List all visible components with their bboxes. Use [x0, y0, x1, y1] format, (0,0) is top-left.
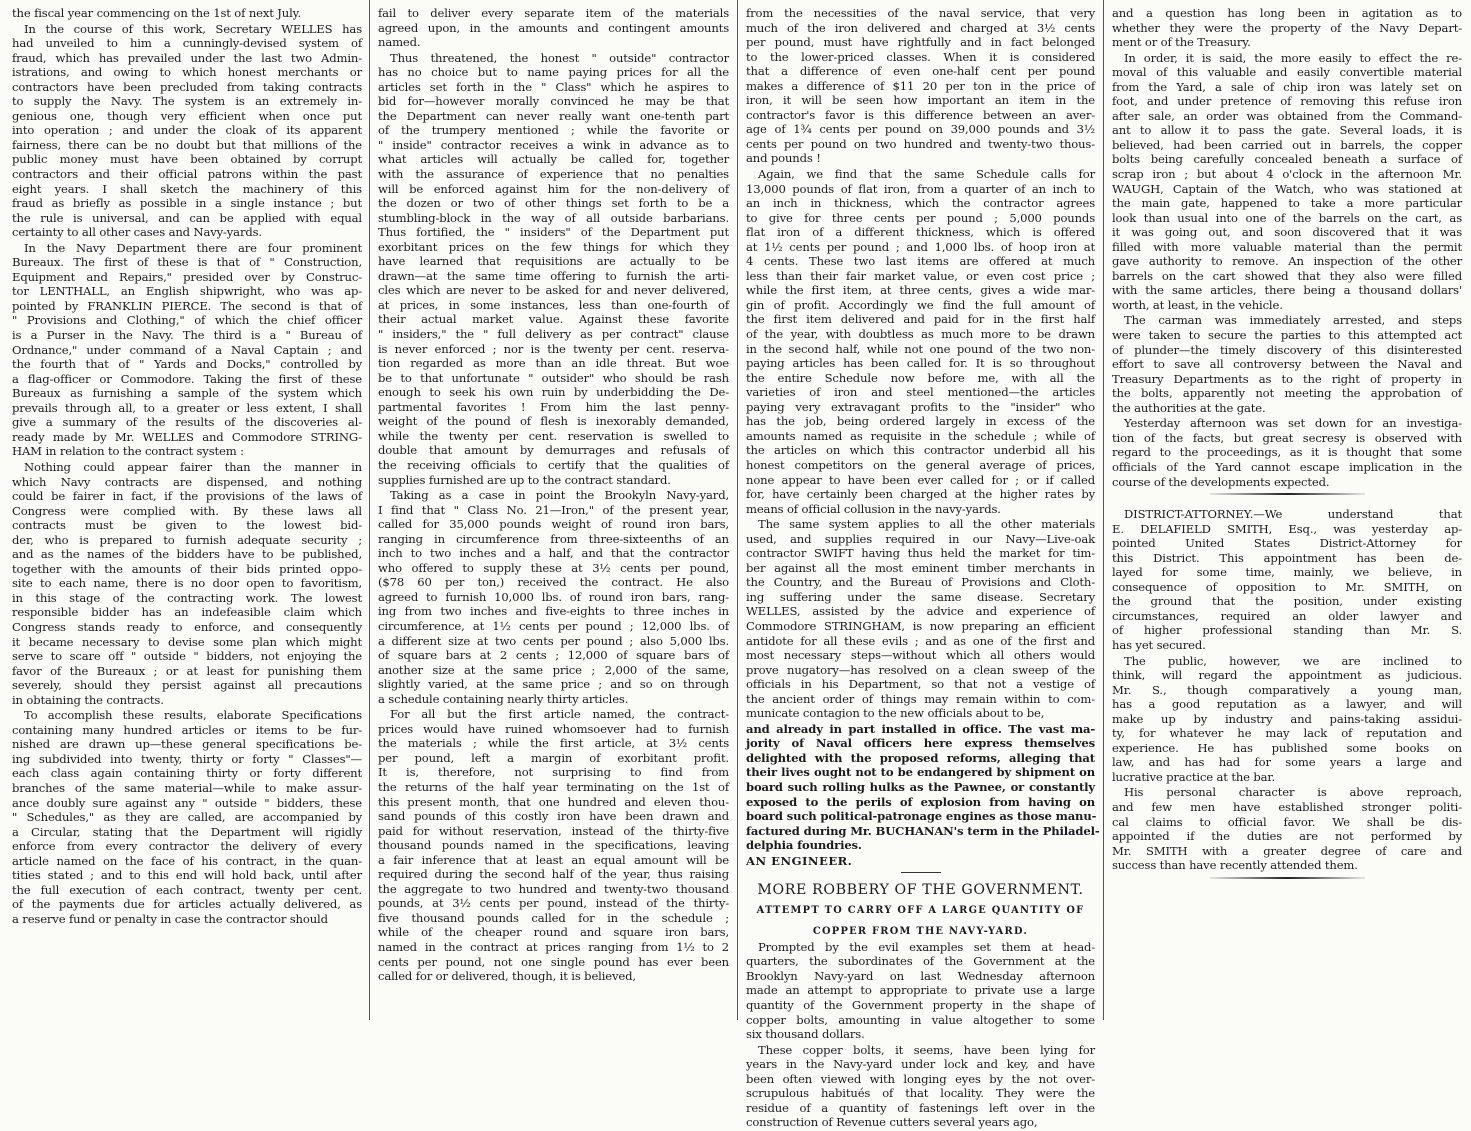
- text-line: board such political-patronage engines as those manu-: [746, 809, 1097, 824]
- text-line: HAM in relation to the contract system :: [12, 444, 244, 459]
- text-line: flat iron of a different thickness, which is offered: [746, 225, 1095, 240]
- paragraph: [1112, 6, 1462, 50]
- text-line: the aggregate to two hundred and twenty-two thousand: [378, 881, 729, 896]
- text-line: delighted with the proposed reforms, alleging that: [746, 750, 1095, 765]
- text-line: the materials ; while the first article, at 3½ cents: [378, 736, 729, 751]
- text-line: partmental favorites ! From him the last penny-: [378, 399, 729, 414]
- text-line: His personal character is above reproach,: [1124, 785, 1462, 800]
- text-line: a flag-officer or Commodore. Taking the first of these: [12, 371, 362, 386]
- text-line: the fourth that of " Yards and Docks," controlled by: [12, 357, 362, 372]
- text-line: cal claims to official favor. We shall be dis-: [1112, 814, 1462, 829]
- text-line: quarters, the subordinates of the Government at the: [746, 954, 1095, 969]
- text-line: supplies furnished are up to the contract standard.: [378, 472, 671, 487]
- text-line: tor LENTHALL, an English shipwright, who was ap-: [12, 284, 362, 299]
- text-line: tities stated ; and to this end will hold back, until after: [12, 868, 362, 883]
- text-line: look than usual into one of the barrels on the cart, as: [1112, 210, 1462, 225]
- text-line: Prompted by the evil examples set them at head-: [758, 939, 1095, 954]
- text-line: from the Yard, a sale of chip iron was lately set on: [1112, 79, 1462, 94]
- text-line: per pound, must have rightfully and in fact belonged: [746, 35, 1095, 50]
- text-line: der, who is prepared to furnish adequate security ;: [12, 532, 362, 547]
- text-line: quantity of the Government property in the shape of: [746, 998, 1095, 1012]
- text-line: with the assurance of experience that no penalties: [378, 167, 729, 182]
- text-line: of the payments due for articles actually delivered, as: [12, 897, 362, 912]
- article-subhead: ATTEMPT TO CARRY OFF A LARGE QUANTITY OF: [756, 904, 1085, 916]
- text-line: pointed United States District-Attorney for: [1112, 536, 1462, 551]
- text-line: ber against all the most eminent timber merchants in: [746, 560, 1095, 575]
- text-line: officials in his Department, so that not a vestige of: [746, 677, 1095, 692]
- text-line: none appear to have been ever called for ; or if called: [746, 472, 1095, 487]
- text-line: a fair inference that at least an equal amount will be: [378, 852, 729, 867]
- text-line: the fiscal year commencing on the 1st of next July.: [12, 6, 302, 20]
- text-line: and pounds !: [746, 151, 821, 166]
- text-line: honest competitors on the general average of prices,: [746, 457, 1095, 472]
- text-line: together with the amounts of their bids printed oppo-: [12, 561, 362, 576]
- text-line: the first item delivered and paid for in the first half: [746, 312, 1095, 327]
- column-4: [1112, 6, 1462, 891]
- text-line: after sale, an order was obtained from the Command-: [1112, 108, 1462, 123]
- text-line: had unveiled to him a cunningly-devised system of: [12, 36, 362, 51]
- text-line: required during the second half of the year, thus raising: [378, 867, 729, 882]
- text-line: stumbling-block in the way of all outside barbarians.: [378, 210, 729, 225]
- text-line: their actual market value. Against these favorite: [378, 312, 729, 327]
- text-line: effort to save all controversy between the Naval and: [1112, 357, 1462, 372]
- text-line: fraud, which has prevailed under the last two Admin-: [12, 50, 362, 65]
- paragraph: [1112, 507, 1462, 652]
- text-line: " inside" contractor receives a wink in advance as to: [378, 137, 729, 152]
- text-line: of the trumpery mentioned ; while the favorite or: [378, 123, 729, 138]
- text-line: " Provisions and Clothing," of which the chief officer: [12, 313, 362, 328]
- paragraph: [1112, 313, 1462, 415]
- paragraph: [12, 241, 362, 459]
- text-line: contractors have been precluded from taking contracts: [12, 79, 362, 94]
- text-line: six thousand dollars.: [746, 1027, 865, 1042]
- text-line: years in the Navy-yard under lock and key, and have: [746, 1057, 1095, 1072]
- text-line: Commodore STRINGHAM, is now preparing an efficient: [746, 618, 1095, 633]
- text-line: eight years. I shall sketch the machinery of this: [12, 181, 362, 196]
- text-line: be to that unfortunate " outsider" who should be rash: [378, 370, 729, 385]
- text-line: were taken to secure the parties to this attempted act: [1112, 328, 1462, 343]
- text-line: has a good reputation as a lawyer, and will: [1112, 697, 1462, 712]
- text-line: Bureaux. The first of these is that of " Construction,: [12, 255, 362, 270]
- text-line: fairness, there can be no doubt but that millions of the: [12, 137, 362, 152]
- paragraph: [378, 488, 729, 706]
- text-line: called for or delivered, though, it is believed,: [378, 969, 636, 984]
- text-line: of square bars at 2 cents ; 12,000 of square bars of: [378, 648, 729, 663]
- text-line: of the year, with doubtless as much more to be drawn: [746, 327, 1095, 342]
- text-line: experience. He has published some books on: [1112, 740, 1462, 755]
- text-line: their lives ought not to be endangered by shipment on: [746, 765, 1095, 780]
- text-line: the full execution of each contract, twenty per cent.: [12, 882, 362, 897]
- text-line: contractor's favor is this difference between an aver-: [746, 107, 1095, 122]
- paragraph: [746, 517, 1095, 721]
- text-line: of plunder—the timely discovery of this disinterested: [1112, 342, 1462, 357]
- text-line: been often viewed with longing eyes by the not over-: [746, 1071, 1095, 1086]
- text-line: ment or of the Treasury.: [1112, 35, 1251, 50]
- text-line: It is, therefore, not surprising to find from: [378, 765, 729, 780]
- text-line: paying articles has been called for. It is so throughout: [746, 356, 1095, 371]
- text-line: Ordnance," under command of a Naval Captain ; and: [12, 342, 362, 357]
- paragraph: [746, 1043, 1095, 1130]
- text-line: paid for without reservation, instead of the thirty-five: [378, 823, 729, 838]
- text-line: The same system applies to all the other materials: [758, 517, 1095, 532]
- text-line: five thousand pounds called for in the schedule ;: [378, 910, 729, 925]
- text-line: Congress were complied with. By these laws all: [12, 503, 362, 518]
- text-line: filled with more valuable material than the permit: [1112, 239, 1462, 254]
- text-line: WAUGH, Captain of the Watch, who was stationed at: [1112, 181, 1462, 196]
- text-line: nished are drawn up—these general specifications be-: [12, 737, 362, 752]
- text-line: this present month, that one hundred and eleven thou-: [378, 794, 729, 809]
- text-line: that a difference of even one-half cent per pound: [746, 64, 1095, 79]
- text-line: exorbitant prices on the few things for which they: [378, 239, 729, 254]
- text-line: For all but the first article named, the contract-: [390, 707, 729, 722]
- text-line: bolts being carefully concealed beneath a surface of: [1112, 152, 1462, 167]
- text-line: in obtaining the contracts.: [12, 692, 164, 707]
- text-line: law, and has had for some years a large and: [1112, 755, 1462, 770]
- text-line: ing subdivided into twenty, thirty or forty " Classes"—: [12, 751, 362, 766]
- text-line: paying very extravagant profits to the "insider" who: [746, 399, 1095, 414]
- text-line: prove nugatory—has resolved on a clean sweep of the: [746, 662, 1095, 677]
- text-line: per pound, left a margin of exorbitant profit.: [378, 750, 729, 765]
- divider: [1210, 877, 1365, 879]
- text-line: to supply the Navy. The system is an extremely in-: [12, 94, 362, 109]
- text-line: Taking as a case in point the Brookyln Navy-yard,: [390, 488, 729, 503]
- text-line: has the job, being ordered largely in excess of the: [746, 414, 1095, 429]
- text-line: agreed to furnish 10,000 lbs. of round iron bars, rang-: [378, 589, 729, 604]
- text-line: inch to two inches and a half, and that the contractor: [378, 546, 729, 561]
- text-line: what articles will actually be called for, together: [378, 152, 729, 167]
- text-line: iron, it will be seen how important an item in the: [746, 93, 1095, 108]
- text-line: less than their fair market value, or even cost price ;: [746, 268, 1095, 283]
- text-line: weight of the pound of flesh is inexorably demanded,: [378, 414, 729, 429]
- text-line: construction of Revenue cutters several years ago,: [746, 1115, 1038, 1130]
- text-line: could be fairer in fact, if the provisions of the laws of: [12, 489, 362, 504]
- text-line: Mr. S., though comparatively a young man,: [1112, 682, 1462, 697]
- text-line: In order, it is said, the more easily to effect the re-: [1124, 50, 1462, 65]
- text-line: in the second half, while not one pound of the two non-: [746, 341, 1095, 356]
- text-line: contracts must be given to the lowest bid-: [12, 518, 362, 533]
- text-line: think, will regard the appointment as judicious.: [1112, 668, 1462, 683]
- text-line: tion of the facts, but great secresy is observed with: [1112, 430, 1462, 445]
- paragraph: [746, 6, 1095, 166]
- text-line: ance doubly sure against any " outside " bidders, these: [12, 795, 362, 810]
- text-line: from the necessities of the naval service, that very: [746, 6, 1095, 20]
- text-line: responsible bidder has an indefeasible claim which: [12, 605, 362, 620]
- text-line: These copper bolts, it seems, have been lying for: [758, 1042, 1095, 1057]
- text-line: gave authority to remove. An inspection of the other: [1112, 254, 1462, 269]
- paragraph: [746, 721, 1100, 853]
- text-line: public money must have been obtained by corrupt: [12, 152, 362, 167]
- paragraph: [378, 707, 729, 983]
- text-line: of higher professional standing than Mr. S.: [1112, 623, 1462, 638]
- text-line: prices would have ruined whomsoever had to furnish: [378, 721, 729, 736]
- text-line: age of 1¾ cents per pound on 39,000 pounds and 3½: [746, 122, 1095, 137]
- text-line: most necessary steps—without which all others would: [746, 648, 1095, 663]
- paragraph: [1112, 416, 1462, 489]
- text-line: called for 35,000 pounds weight of round iron bars,: [378, 517, 729, 532]
- text-line: named.: [378, 35, 421, 50]
- text-line: copper bolts, amounting in value altogether to some: [746, 1012, 1095, 1027]
- text-line: believed, had been carried out in barrels, the copper: [1112, 137, 1462, 152]
- text-line: the ground that the position, under existing: [1112, 594, 1462, 609]
- text-line: the Department can never really want one-tenth part: [378, 108, 729, 123]
- text-line: gin of profit. Accordingly we find the full amount of: [746, 297, 1095, 312]
- text-line: with the same articles, there being a thousand dollars': [1112, 283, 1462, 298]
- text-line: whether they were the property of the Navy Depart-: [1112, 20, 1462, 35]
- text-line: a schedule containing nearly thirty articles.: [378, 691, 629, 706]
- text-line: who offered to supply these at 3½ cents per pound,: [378, 560, 729, 575]
- text-line: the dozen or two of other things set forth to be a: [378, 196, 729, 211]
- text-line: I find that " Class No. 21—Iron," of the present year,: [378, 502, 729, 517]
- text-line: give a summary of the results of the discoveries al-: [12, 415, 362, 430]
- text-line: and a question has long been in agitation as to: [1112, 6, 1462, 20]
- text-line: circumstances, required an older lawyer and: [1112, 608, 1462, 623]
- paragraph: [1112, 654, 1462, 785]
- text-line: The public, however, we are inclined to: [1124, 653, 1462, 668]
- text-line: WELLES, assisted by the advice and experience of: [746, 604, 1095, 619]
- text-line: a reserve fund or penalty in case the contractor should: [12, 911, 328, 926]
- text-line: the receiving officials to certify that the qualities of: [378, 457, 729, 472]
- text-line: Thus fortified, the " insiders" of the Department put: [378, 225, 729, 240]
- text-line: Brooklyn Navy-yard on last Wednesday afternoon: [746, 968, 1095, 983]
- text-line: make up by industry and pains-taking assidui-: [1112, 711, 1462, 726]
- text-line: branches of the same material—while to make assur-: [12, 780, 362, 795]
- text-line: it was going out, and soon discovered that it was: [1112, 225, 1462, 240]
- text-line: the entire Schedule now before me, with all the: [746, 370, 1095, 385]
- text-line: prevails through all, to a greater or less extent, I shall: [12, 400, 362, 415]
- text-line: agreed upon, in the amounts and contingent amounts: [378, 20, 729, 35]
- text-line: have learned that requisitions are actually to be: [378, 254, 729, 269]
- text-line: thousand pounds named in the specifications, leaving: [378, 838, 729, 853]
- text-line: means of official collusion in the navy-yards.: [746, 501, 1001, 516]
- text-line: istrations, and owing to which honest merchants or: [12, 65, 362, 80]
- text-line: is a Purser in the Navy. The third is a " Bureau of: [12, 328, 362, 343]
- text-line: the authorities at the gate.: [1112, 400, 1266, 415]
- paragraph: [378, 6, 729, 50]
- text-line: certainty to all other cases and Navy-yards.: [12, 225, 262, 240]
- text-line: while the first item, at three cents, gives a wide mar-: [746, 283, 1095, 298]
- text-line: cents per pound, not one single pound has ever been: [378, 954, 729, 969]
- text-line: fail to deliver every separate item of the materials: [378, 6, 729, 20]
- text-line: to the lower-priced classes. When it is considered: [746, 49, 1095, 64]
- text-line: " Schedules," as they are called, are accompanied by: [12, 810, 362, 825]
- text-line: article named on the face of his contract, in the quan-: [12, 853, 362, 868]
- text-line: the ancient order of things may remain within to com-: [746, 691, 1095, 706]
- text-line: into operation ; and under the cloak of its apparent: [12, 123, 362, 138]
- text-line: tion regarded as more than an idle threat. But woe: [378, 356, 729, 371]
- text-line: foot, and under pretence of removing this refuse iron: [1112, 94, 1462, 109]
- text-line: and as the names of the bidders have to be published,: [12, 547, 362, 562]
- text-line: the bolts, apparently not meeting the approbation of: [1112, 386, 1462, 401]
- text-line: site to each name, there is no door open to favoritism,: [12, 576, 362, 591]
- text-line: consequence of opposition to Mr. SMITH, on: [1112, 579, 1462, 594]
- text-line: ing from two inches and five-eights to three inches in: [378, 604, 729, 619]
- text-line: scrap iron ; but about 4 o'clock in the afternoon Mr.: [1112, 167, 1462, 182]
- text-line: is never enforced ; nor is the twenty per cent. reserva-: [378, 341, 729, 356]
- text-line: Treasury Departments as to the right of property in: [1112, 371, 1462, 386]
- text-line: amounts named as requisite in the schedule ; while of: [746, 428, 1095, 443]
- text-line: and few men have established stronger politi-: [1112, 799, 1462, 814]
- text-line: ing suffering under the same disease. Secretary: [746, 589, 1095, 604]
- paragraph: [378, 51, 729, 487]
- column-rule: [1103, 0, 1104, 1020]
- text-line: the rule is universal, and can be applied with equal: [12, 210, 362, 225]
- text-line: the main gate, happened to take a more particular: [1112, 196, 1462, 211]
- text-line: the articles on which this contractor underbid all his: [746, 443, 1095, 458]
- paragraph: [12, 6, 362, 21]
- paragraph: [746, 940, 1095, 1042]
- text-line: drawn—at the same time offering to furnish the arti-: [378, 268, 729, 283]
- text-line: Thus threatened, the honest " outside" contractor: [390, 50, 729, 65]
- text-line: favor of the Bureaux ; or at least for punishing them: [12, 663, 362, 678]
- text-line: each class again containing thirty or forty different: [12, 766, 362, 781]
- text-line: will be enforced against him for the non-delivery of: [378, 181, 729, 196]
- text-line: while the twenty per cent. reservation is swelled to: [378, 428, 729, 443]
- text-line: board such rolling hulks as the Pawnee, or constantly: [746, 779, 1095, 794]
- text-line: barrels on the cart showed that they also were filled: [1112, 268, 1462, 283]
- text-line: in this stage of the contracting work. The lowest: [12, 590, 362, 605]
- article-subhead: COPPER FROM THE NAVY-YARD.: [812, 925, 1029, 937]
- text-line: pounds, at 3½ cents per pound, instead of the thirty-: [378, 896, 729, 911]
- text-line: much of the iron delivered and charged at 3½ cents: [746, 20, 1095, 35]
- text-line: 13,000 pounds of flat iron, from a quarter of an inch to: [746, 181, 1095, 196]
- text-line: moval of this valuable and easily convertible material: [1112, 65, 1462, 80]
- text-line: double that amount by demurrages and refusals of: [378, 443, 729, 458]
- text-line: slightly varied, at the same price ; and so on through: [378, 677, 729, 692]
- text-line: made an attempt to appropriate to private use a large: [746, 983, 1095, 998]
- text-line: while of the cheaper round and square iron bars,: [378, 925, 729, 940]
- text-line: which Navy contracts are dispensed, and nothing: [12, 474, 362, 489]
- text-line: success than have recently attended them.: [1112, 858, 1358, 873]
- text-line: contractor SWIFT having thus held the market for tim-: [746, 546, 1095, 561]
- text-line: serve to scare off " outside " bidders, not enjoying the: [12, 649, 362, 664]
- text-line: ($78 60 per ton,) received the contract. He also: [378, 575, 729, 590]
- text-line: enforce from every contractor the delivery of every: [12, 839, 362, 854]
- text-line: 4 cents. These two last items are offered at much: [746, 254, 1095, 269]
- text-line: factured during Mr. BUCHANAN's term in the Philadel-: [746, 823, 1100, 838]
- text-line: it became necessary to devise some plan which might: [12, 634, 362, 649]
- text-line: has yet secured.: [1112, 637, 1206, 652]
- text-line: residue of a quantity of fastenings left over in the: [746, 1100, 1095, 1115]
- text-line: appointed if the duties are not performed by: [1112, 829, 1462, 844]
- text-line: Again, we find that the same Schedule calls for: [758, 167, 1095, 182]
- paragraph: [1112, 785, 1462, 872]
- text-line: a Circular, stating that the Department will rigidly: [12, 824, 362, 839]
- article-headline: MORE ROBBERY OF THE GOVERNMENT.: [757, 882, 1084, 899]
- text-line: Yesterday afternoon was set down for an investiga-: [1124, 416, 1462, 431]
- text-line: severely, should they persist against all precautions: [12, 678, 362, 693]
- text-line: an inch in thickness, which the contractor agrees: [746, 196, 1095, 211]
- text-line: for, have certainly been charged at the higher rates by: [746, 487, 1095, 502]
- text-line: the returns of the half year terminating on the 1st of: [378, 779, 729, 794]
- text-line: The carman was immediately arrested, and steps: [1124, 313, 1462, 328]
- text-line: ready made by Mr. WELLES and Commodore STRING-: [12, 429, 362, 444]
- divider: [901, 872, 941, 873]
- text-line: named in the contract at prices ranging from 1½ to 2: [378, 940, 729, 954]
- paragraph: [12, 708, 362, 926]
- text-line: cles which are never to be asked for and never delivered,: [378, 283, 729, 298]
- paragraph: [746, 167, 1095, 516]
- text-line: circumference, at 1½ cents per pound ; 12,000 lbs. of: [378, 618, 729, 633]
- text-line: layed for some time, mainly, we believe, in: [1112, 565, 1462, 580]
- text-line: In the course of this work, Secretary WELLES has: [24, 21, 362, 36]
- text-line: articles set forth in the " Class" which he aspires to: [378, 79, 729, 94]
- text-line: jority of Naval officers here express themselves: [746, 736, 1095, 751]
- text-line: ty, for whatever he may lack of reputation and: [1112, 726, 1462, 741]
- text-line: Nothing could appear fairer than the manner in: [24, 459, 362, 474]
- text-line: at 1½ cents per pound ; and 1,000 lbs. of hoop iron at: [746, 239, 1095, 254]
- text-line: pointed by FRANKLIN PIERCE. The second is that of: [12, 298, 362, 313]
- text-line: Mr. SMITH with a greater degree of care and: [1112, 843, 1462, 858]
- text-line: contractors and their official patrons within the past: [12, 167, 362, 182]
- text-line: course of the developments expected.: [1112, 474, 1330, 489]
- text-line: lucrative practice at the bar.: [1112, 769, 1276, 784]
- text-line: cents per pound on two hundred and twenty-two thous-: [746, 136, 1095, 151]
- paragraph: [12, 460, 362, 707]
- text-line: this District. This appointment has been de-: [1112, 550, 1462, 565]
- text-line: sand pounds of this costly iron have been drawn and: [378, 809, 729, 824]
- text-line: the Country, and the Bureau of Provisions and Cloth-: [746, 575, 1095, 590]
- text-line: Bureaux as furnishing a sample of the system which: [12, 386, 362, 401]
- text-line: municate contagion to the new officials about to be,: [746, 706, 1045, 721]
- text-line: E. DELAFIELD SMITH, Esq., was yesterday ap-: [1112, 521, 1462, 536]
- article-signature: AN ENGINEER.: [746, 853, 853, 868]
- text-line: a different size at two cents per pound ; also 5,000 lbs.: [378, 633, 729, 648]
- column-rule: [369, 0, 370, 1020]
- text-line: has no choice but to name paying prices for all the: [378, 65, 729, 80]
- text-line: scrupulous habitués of that locality. They were the: [746, 1086, 1095, 1101]
- text-line: DISTRICT-ATTORNEY.—We understand that: [1124, 507, 1462, 522]
- text-line: worth, at least, in the vehicle.: [1112, 297, 1283, 312]
- text-line: makes a difference of $11 20 per ton in the price of: [746, 78, 1095, 93]
- text-line: containing many hundred articles or items to be fur-: [12, 722, 362, 737]
- text-line: at prices, in some instances, less than one-fourth of: [378, 297, 729, 312]
- column-2: [378, 6, 729, 985]
- text-line: regard to the proceedings, as it is thought that some: [1112, 445, 1462, 460]
- text-line: genious one, though very efficient when once put: [12, 108, 362, 123]
- text-line: officials of the Yard cannot escape implication in the: [1112, 459, 1462, 474]
- column-3: [746, 6, 1100, 1131]
- text-line: bid for—however morally convinced he may be that: [378, 94, 729, 109]
- text-line: another size at the same price ; 2,000 of the same,: [378, 662, 729, 677]
- text-line: exposed to the perils of explosion from having on: [746, 794, 1095, 809]
- column-1: [12, 6, 362, 927]
- text-line: to give for three cents per pound ; 5,000 pounds: [746, 210, 1095, 225]
- text-line: ranging in circumference from three-sixteenths of an: [378, 531, 729, 546]
- divider: [1210, 493, 1365, 495]
- text-line: delphia foundries.: [746, 838, 862, 853]
- text-line: used, and supplies required in our Navy—Live-oak: [746, 531, 1095, 546]
- text-line: To accomplish these results, elaborate Specifications: [24, 708, 362, 723]
- column-rule: [737, 0, 738, 1020]
- text-line: In the Navy Department there are four prominent: [24, 240, 362, 255]
- text-line: and already in part installed in office. The vast ma-: [746, 721, 1095, 736]
- text-line: antidote for all these evils ; and as one of the first and: [746, 633, 1095, 648]
- paragraph: [1112, 51, 1462, 313]
- text-line: Equipment and Repairs," presided over by Construc-: [12, 269, 362, 284]
- text-line: Congress stands ready to enforce, and consequently: [12, 619, 362, 634]
- paragraph: [12, 22, 362, 240]
- text-line: varieties of iron and steel mentioned—the articles: [746, 385, 1095, 400]
- text-line: enough to seek his own ruin by underbidding the De-: [378, 385, 729, 400]
- text-line: " insiders," the " full delivery as per contract" clause: [378, 327, 729, 342]
- text-line: ant to allow it to pass the gate. Several loads, it is: [1112, 123, 1462, 138]
- text-line: fraud as briefly as possible in a single instance ; but: [12, 196, 362, 211]
